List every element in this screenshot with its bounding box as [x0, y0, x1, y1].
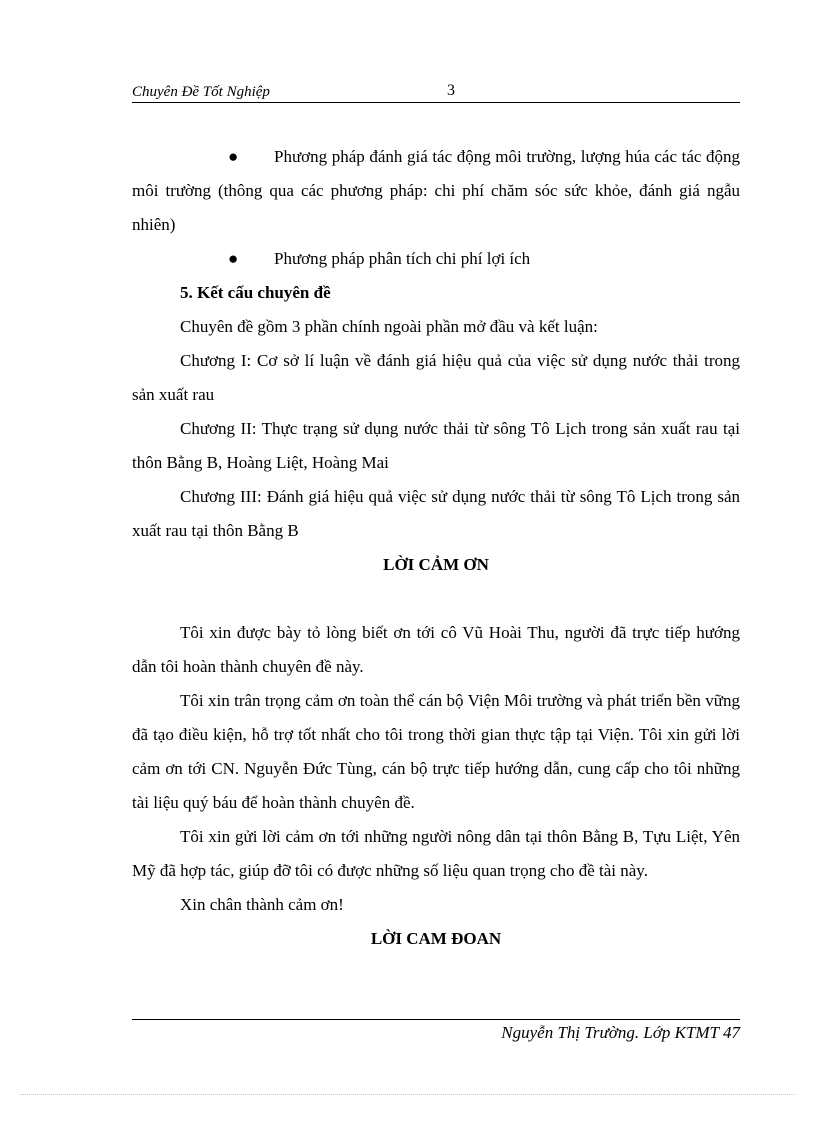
footer-author: Nguyễn Thị Trường. Lớp KTMT 47 [501, 1023, 740, 1042]
bullet-item [132, 242, 740, 276]
chapter-item: Chương II: Thực trạng sử dụng nước thải từ sông Tô Lịch trong sản xuất rau tại thôn Bằng B, Hoàng Liệt, Hoàng Mai [132, 419, 740, 472]
header-title: Chuyên Đề Tốt Nghiệp [132, 84, 270, 100]
page-number: 3 [447, 82, 455, 99]
chapter-item: Chương III: Đánh giá hiệu quả việc sử dụng nước thải từ sông Tô Lịch trong sản xuất rau tại thôn Bằng B [132, 487, 740, 540]
chapter-item: Chương I: Cơ sở lí luận về đánh giá hiệu quả của việc sử dụng nước thải trong sản xuất rau [132, 351, 740, 404]
page-header [132, 82, 740, 103]
bullet-item [132, 140, 740, 242]
ack-paragraph: Tôi xin trân trọng cảm ơn toàn thể cán bộ Viện Môi trường và phát triển bền vững đã tạo điều kiện, hỗ trợ tốt nhất cho tôi trong thời gian thực tập tại Viện. Tôi xin gửi lời cảm ơn tới CN. Nguyễn Đức Tùng, cán bộ trực tiếp hướng dẫn, cung cấp cho tôi những tài liệu quý báu để hoàn thành chuyên đề. [132, 691, 740, 812]
section-intro: Chuyên đề gồm 3 phần chính ngoài phần mở đầu và kết luận: [180, 317, 598, 336]
page-edge-divider [20, 1094, 796, 1095]
bullet-icon: ● [228, 249, 239, 268]
bullet-text: Phương pháp phân tích chi phí lợi ích [274, 249, 531, 268]
ack-paragraph: Tôi xin được bày tỏ lòng biết ơn tới cô Vũ Hoài Thu, người đã trực tiếp hướng dẫn tôi hoàn thành chuyên đề này. [132, 623, 740, 676]
ack-paragraph: Tôi xin gửi lời cảm ơn tới những người nông dân tại thôn Bằng B, Tựu Liệt, Yên Mỹ đã hợp tác, giúp đỡ tôi có được những số liệu quan trọng cho đề tài này. [132, 827, 740, 880]
section-heading: 5. Kết cấu chuyên đề [180, 283, 331, 302]
page-content [132, 140, 740, 956]
page-footer [132, 1019, 740, 1042]
ack-closing: Xin chân thành cảm ơn! [180, 895, 344, 914]
bullet-icon: ● [228, 147, 239, 166]
acknowledgement-heading: LỜI CẢM ƠN [383, 555, 489, 574]
spacer [132, 582, 740, 616]
declaration-heading: LỜI CAM ĐOAN [370, 929, 502, 948]
bullet-text: Phương pháp đánh giá tác động môi trường, lượng húa các tác động môi trường (thông qua các phương pháp: chi phí chăm sóc sức khỏe, đánh giá ngẫu nhiên) [132, 147, 740, 234]
